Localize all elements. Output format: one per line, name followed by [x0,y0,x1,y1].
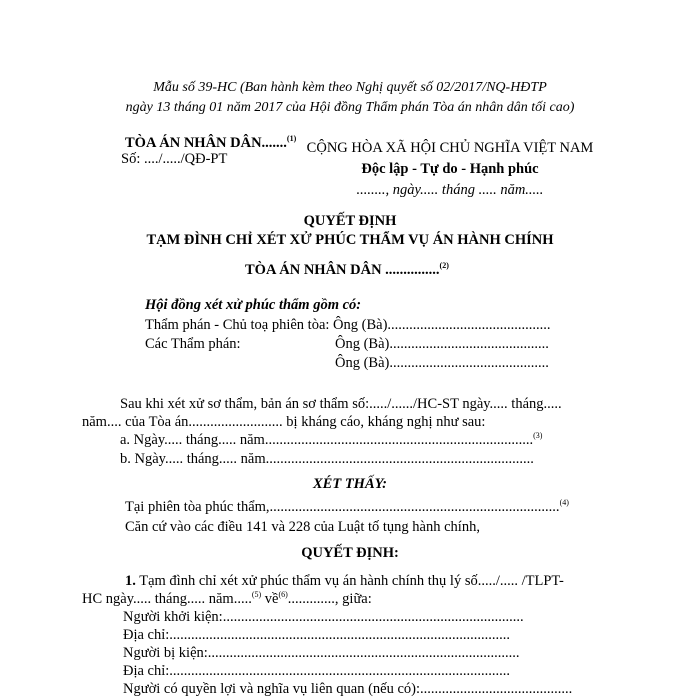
judge-1-line: Ông (Bà)............................................ [335,336,549,352]
national-motto: Độc lập - Tự do - Hạnh phúc [361,161,539,177]
decision-item-1-line1: 1. Tạm đình chỉ xét xử phúc thẩm vụ án hành chính thụ lý số...../..... /TLPT- [125,573,564,589]
footnote-4: (4) [559,498,569,508]
appeal-item-a: a. Ngày..... tháng..... năm..........................................................................$^{(3)}$ [120,431,543,448]
first-instance-line2: năm.... của Tòa án.......................... bị kháng cáo, kháng nghị như sau: [82,414,486,430]
document-subtitle: TẠM ĐÌNH CHỈ XÉT XỬ PHÚC THẨM VỤ ÁN HÀNH CHÍNH [146,232,554,248]
footnote-5: (5) [251,590,262,600]
decision-item-1-line2: HC ngày..... tháng..... năm.....$^{(5)}$ về$^{(6)}$............., giữa: [82,590,372,607]
document-title: QUYẾT ĐỊNH [303,213,397,229]
issue-date: ........, ngày..... tháng ..... năm..... [356,182,544,198]
appeal-item-b: b. Ngày..... tháng..... năm.......................................................................... [120,451,534,467]
defendant-address-line: Địa chỉ:.............................................................................................. [123,663,511,679]
footnote-6: (6) [278,590,288,600]
footnote-2: (2) [439,261,449,271]
legal-basis: Căn cứ vào các điều 141 và 228 của Luật tố tụng hành chính, [125,519,480,535]
plaintiff-line: Người khởi kiện:................................................................................... [123,609,524,625]
decision-heading: QUYẾT ĐỊNH: [301,545,399,561]
footnote-3: (3) [533,431,543,441]
first-instance-line1: Sau khi xét xử sơ thẩm, bản án sơ thẩm số:...../....../HC-ST ngày..... tháng..... [120,396,562,412]
form-reference-line1: Mẫu số 39-HC (Ban hành kèm theo Nghị quyết số 02/2017/NQ-HĐTP [153,80,547,95]
considering-text: Tại phiên tòa phúc thẩm,................................................................................$^{(4)}$ [125,498,569,515]
plaintiff-address-line: Địa chỉ:.............................................................................................. [123,627,511,643]
judges-label: Các Thẩm phán: [145,336,241,352]
country-name: CỘNG HÒA XÃ HỘI CHỦ NGHĨA VIỆT NAM [306,140,594,156]
decision-item-number: 1. [125,573,136,589]
issuing-court-line: TÒA ÁN NHÂN DÂN ...............$^{(2)}$ [245,261,449,278]
court-name: TÒA ÁN NHÂN DÂN.......$^{(1)}$ [125,134,297,151]
related-party-line: Người có quyền lợi và nghĩa vụ liên quan (nếu có):.......................................... [123,681,573,697]
footnote-1: (1) [286,134,297,144]
defendant-line: Người bị kiện:...................................................................................... [123,645,520,661]
considering-heading: XÉT THẤY: [313,476,387,492]
form-reference-line2: ngày 13 tháng 01 năm 2017 của Hội đồng Thẩm phán Tòa án nhân dân tối cao) [125,100,575,115]
judge-2-line: Ông (Bà)............................................ [335,355,549,371]
presiding-judge-line: Thẩm phán - Chủ toạ phiên tòa: Ông (Bà)............................................. [145,317,551,333]
decision-number: Số: ..../...../QĐ-PT [121,151,228,167]
panel-heading: Hội đồng xét xử phúc thẩm gồm có: [145,297,362,313]
